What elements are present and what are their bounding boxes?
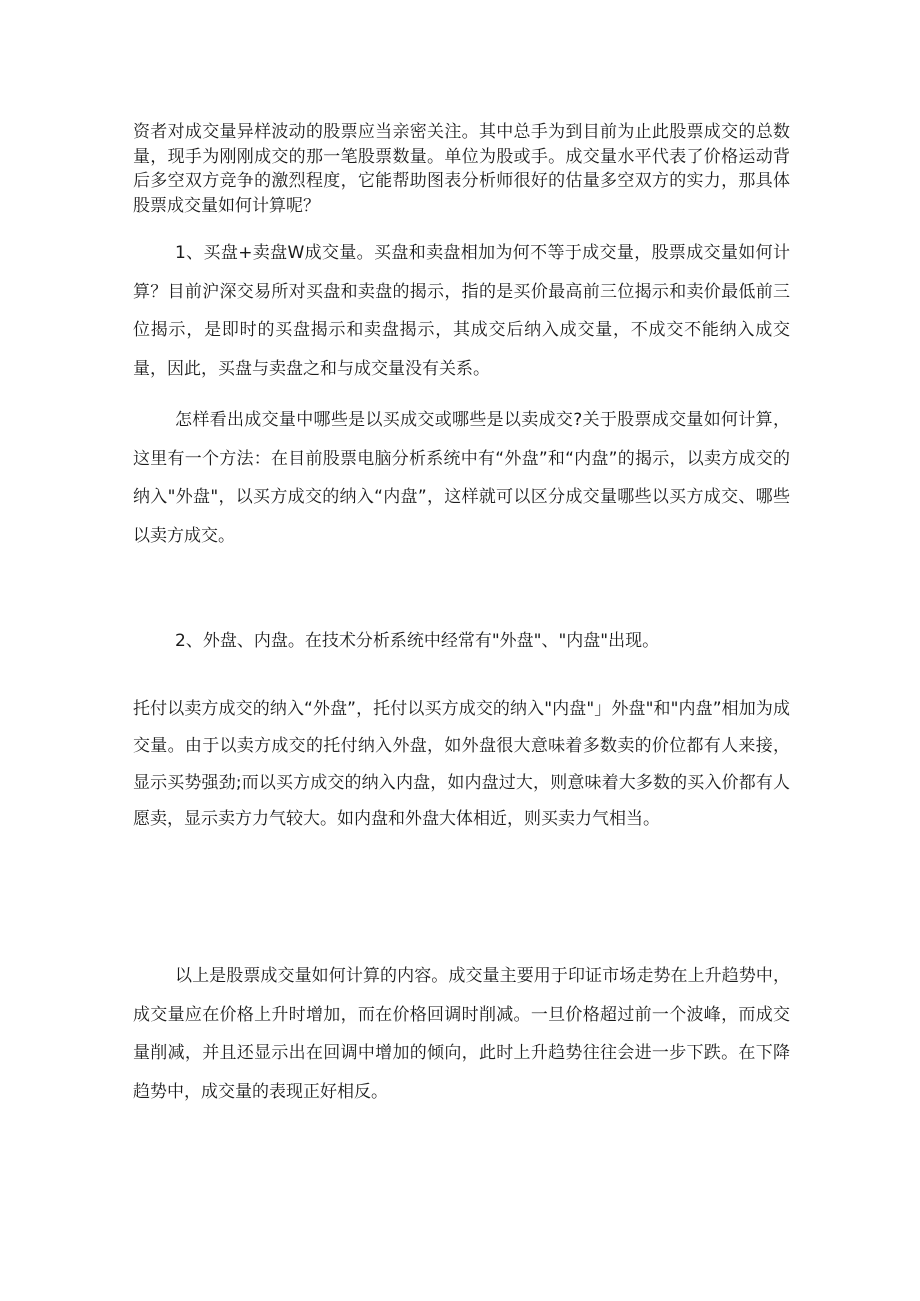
paragraph-conclusion: 以上是股票成交量如何计算的内容。成交量主要用于印证市场走势在上升趋势中，成交量应在价格上升时增加，而在价格回调时削减。一旦价格超过前一个波峰，而成交量削减，并且还显示出在回调中增加的倾向，此时上升趋势往往会进一步下跌。在下降趋势中，成交量的表现正好相反。 xyxy=(133,966,790,1102)
paragraph-intro: 资者对成交量异样波动的股票应当亲密关注。其中总手为到目前为止此股票成交的总数量，现手为刚刚成交的那一笔股票数量。单位为股或手。成交量水平代表了价格运动背后多空双方竞争的激烈程度，它能帮助图表分析师很好的估量多空双方的实力，那具体股票成交量如何计算呢？ xyxy=(133,122,790,216)
paragraph-identify-trades: 怎样看出成交量中哪些是以买成交或哪些是以卖成交?关于股票成交量如何计算，这里有一个方法：在目前股票电脑分析系统中有“外盘”和“内盘”的揭示，以卖方成交的纳入"外盘"，以买方成交的纳入“内盘”，这样就可以区分成交量哪些以买方成交、哪些以卖方成交。 xyxy=(133,410,790,546)
paragraph-outer-inner-heading: 2、外盘、内盘。在技术分析系统中经常有"外盘"、"内盘"出现。 xyxy=(175,631,660,651)
paragraph-buy-sell-volume: 1、买盘+卖盘W成交量。买盘和卖盘相加为何不等于成交量，股票成交量如何计算？目前沪深交易所对买盘和卖盘的揭示，指的是买价最高前三位揭示和卖价最低前三位揭示，是即时的买盘揭示和卖盘揭示，其成交后纳入成交量，不成交不能纳入成交量，因此，买盘与卖盘之和与成交量没有关系。 xyxy=(133,243,790,379)
paragraph-outer-inner-explanation: 托付以卖方成交的纳入“外盘”，托付以买方成交的纳入"内盘"」外盘"和"内盘”相加为成交量。由于以卖方成交的托付纳入外盘，如外盘很大意味着多数卖的价位都有人来接，显示买势强劲;而以买方成交的纳入内盘，如内盘过大，则意味着大多数的买入价都有人愿卖，显示卖方力气较大。如内盘和外盘大体相近，则买卖力气相当。 xyxy=(133,699,790,830)
